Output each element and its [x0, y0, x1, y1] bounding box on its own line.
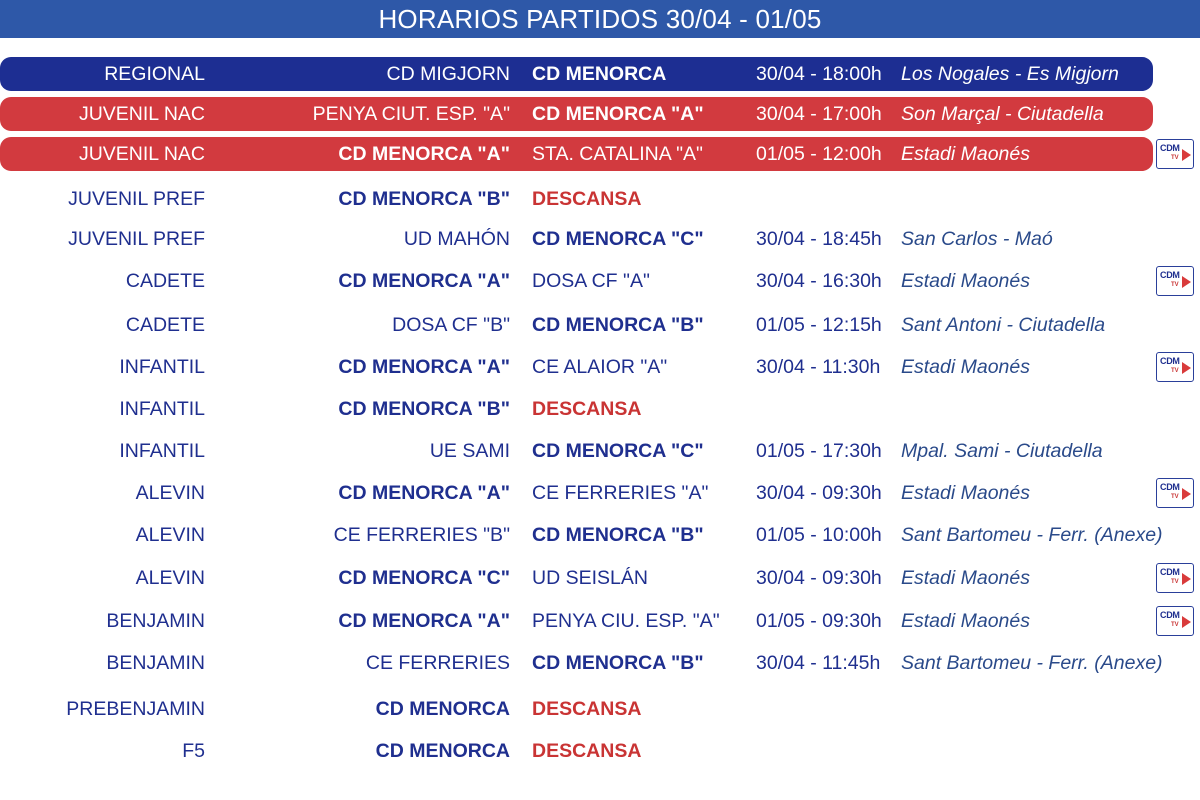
match-row: [0, 604, 1200, 638]
cdm-tv-icon: [1156, 478, 1194, 508]
match-datetime: 01/05 - 10:00h: [756, 524, 882, 546]
category-label: JUVENIL PREF: [68, 188, 205, 210]
cdm-tv-logo-text: CDM: [1160, 143, 1180, 153]
home-team: PENYA CIUT. ESP. "A": [312, 103, 510, 125]
away-team: CD MENORCA "C": [532, 228, 704, 250]
match-venue: Estadi Maonés: [901, 610, 1030, 632]
match-row: [0, 392, 1200, 426]
match-row: [0, 97, 1200, 131]
match-venue: Sant Bartomeu - Ferr. (Anexe): [901, 652, 1163, 674]
play-icon: [1182, 276, 1191, 288]
match-datetime: 01/05 - 17:30h: [756, 440, 882, 462]
home-team: CE FERRERIES "B": [333, 524, 510, 546]
match-datetime: 30/04 - 18:45h: [756, 228, 882, 250]
category-label: ALEVIN: [135, 567, 205, 589]
away-team: CD MENORCA "B": [532, 524, 704, 546]
away-team: CD MENORCA "B": [532, 652, 704, 674]
category-label: JUVENIL NAC: [78, 143, 205, 165]
match-datetime: 30/04 - 16:30h: [756, 270, 882, 292]
cdm-tv-logo-subtext: TV: [1171, 622, 1179, 628]
match-venue: Estadi Maonés: [901, 482, 1030, 504]
cdm-tv-logo-subtext: TV: [1171, 282, 1179, 288]
category-label: JUVENIL NAC: [78, 103, 205, 125]
cdm-tv-logo-subtext: TV: [1171, 494, 1179, 500]
match-venue: San Carlos - Maó: [901, 228, 1053, 250]
cdm-tv-icon: [1156, 352, 1194, 382]
home-team: CD MENORCA "A": [338, 610, 510, 632]
rest-label: DESCANSA: [532, 188, 642, 210]
cdm-tv-logo-subtext: TV: [1171, 579, 1179, 585]
match-datetime: 01/05 - 12:15h: [756, 314, 882, 336]
match-venue: Mpal. Sami - Ciutadella: [901, 440, 1103, 462]
home-team: CD MENORCA "A": [338, 356, 510, 378]
category-label: F5: [182, 740, 205, 762]
category-label: PREBENJAMIN: [66, 698, 205, 720]
match-datetime: 30/04 - 09:30h: [756, 482, 882, 504]
category-label: CADETE: [125, 270, 205, 292]
match-venue: Sant Bartomeu - Ferr. (Anexe): [901, 524, 1163, 546]
category-label: BENJAMIN: [106, 610, 205, 632]
away-team: CD MENORCA "C": [532, 440, 704, 462]
play-icon: [1182, 149, 1191, 161]
home-team: CD MENORCA "C": [338, 567, 510, 589]
page-title: HORARIOS PARTIDOS 30/04 - 01/05: [0, 0, 1200, 38]
match-venue: Sant Antoni - Ciutadella: [901, 314, 1106, 336]
match-row: [0, 646, 1200, 680]
home-team: CD MENORCA: [375, 740, 510, 762]
away-team: CD MENORCA: [532, 63, 667, 85]
match-venue: Estadi Maonés: [901, 567, 1030, 589]
category-label: INFANTIL: [119, 356, 205, 378]
cdm-tv-logo-subtext: TV: [1171, 155, 1179, 161]
category-label: JUVENIL PREF: [68, 228, 205, 250]
home-team: CD MENORCA "A": [338, 482, 510, 504]
home-team: CD MENORCA "A": [338, 143, 510, 165]
match-row: [0, 476, 1200, 510]
home-team: CD MIGJORN: [386, 63, 510, 85]
rest-label: DESCANSA: [532, 398, 642, 420]
home-team: CD MENORCA "B": [338, 398, 510, 420]
match-venue: Los Nogales - Es Migjorn: [901, 63, 1119, 85]
match-venue: Estadi Maonés: [901, 356, 1030, 378]
match-datetime: 30/04 - 18:00h: [756, 63, 882, 85]
match-row: [0, 222, 1200, 256]
match-row: [0, 308, 1200, 342]
category-label: CADETE: [125, 314, 205, 336]
away-team: CE ALAIOR "A": [532, 356, 668, 378]
match-row: [0, 434, 1200, 468]
play-icon: [1182, 362, 1191, 374]
match-row: [0, 561, 1200, 595]
match-venue: Son Marçal - Ciutadella: [901, 103, 1104, 125]
category-label: ALEVIN: [135, 524, 205, 546]
away-team: STA. CATALINA "A": [532, 143, 703, 165]
home-team: CD MENORCA "B": [338, 188, 510, 210]
play-icon: [1182, 488, 1191, 500]
match-row: [0, 350, 1200, 384]
cdm-tv-logo-text: CDM: [1160, 610, 1180, 620]
play-icon: [1182, 616, 1191, 628]
match-datetime: 30/04 - 11:45h: [756, 652, 881, 674]
match-venue: Estadi Maonés: [901, 270, 1030, 292]
away-team: PENYA CIU. ESP. "A": [532, 610, 720, 632]
match-datetime: 30/04 - 11:30h: [756, 356, 881, 378]
home-team: DOSA CF "B": [392, 314, 510, 336]
rest-label: DESCANSA: [532, 698, 642, 720]
cdm-tv-icon: [1156, 563, 1194, 593]
home-team: CD MENORCA "A": [338, 270, 510, 292]
away-team: UD SEISLÁN: [532, 567, 648, 589]
away-team: CE FERRERIES "A": [532, 482, 709, 504]
match-row: [0, 57, 1200, 91]
home-team: UD MAHÓN: [403, 228, 510, 250]
category-label: REGIONAL: [104, 63, 205, 85]
home-team: CE FERRERIES: [365, 652, 510, 674]
cdm-tv-logo-text: CDM: [1160, 356, 1180, 366]
play-icon: [1182, 573, 1191, 585]
match-row: [0, 734, 1200, 768]
cdm-tv-logo-subtext: TV: [1171, 368, 1179, 374]
cdm-tv-logo-text: CDM: [1160, 482, 1180, 492]
cdm-tv-icon: [1156, 139, 1194, 169]
category-label: INFANTIL: [119, 440, 205, 462]
cdm-tv-icon: [1156, 266, 1194, 296]
away-team: DOSA CF "A": [532, 270, 650, 292]
cdm-tv-logo-text: CDM: [1160, 270, 1180, 280]
category-label: INFANTIL: [119, 398, 205, 420]
match-venue: Estadi Maonés: [901, 143, 1030, 165]
category-label: BENJAMIN: [106, 652, 205, 674]
match-row: [0, 137, 1200, 171]
match-datetime: 01/05 - 09:30h: [756, 610, 882, 632]
rest-label: DESCANSA: [532, 740, 642, 762]
match-row: [0, 182, 1200, 216]
match-datetime: 30/04 - 17:00h: [756, 103, 882, 125]
match-row: [0, 518, 1200, 552]
cdm-tv-logo-text: CDM: [1160, 567, 1180, 577]
away-team: CD MENORCA "A": [532, 103, 704, 125]
match-row: [0, 692, 1200, 726]
match-datetime: 01/05 - 12:00h: [756, 143, 882, 165]
cdm-tv-icon: [1156, 606, 1194, 636]
match-row: [0, 264, 1200, 298]
home-team: CD MENORCA: [375, 698, 510, 720]
home-team: UE SAMI: [429, 440, 510, 462]
away-team: CD MENORCA "B": [532, 314, 704, 336]
match-datetime: 30/04 - 09:30h: [756, 567, 882, 589]
category-label: ALEVIN: [135, 482, 205, 504]
